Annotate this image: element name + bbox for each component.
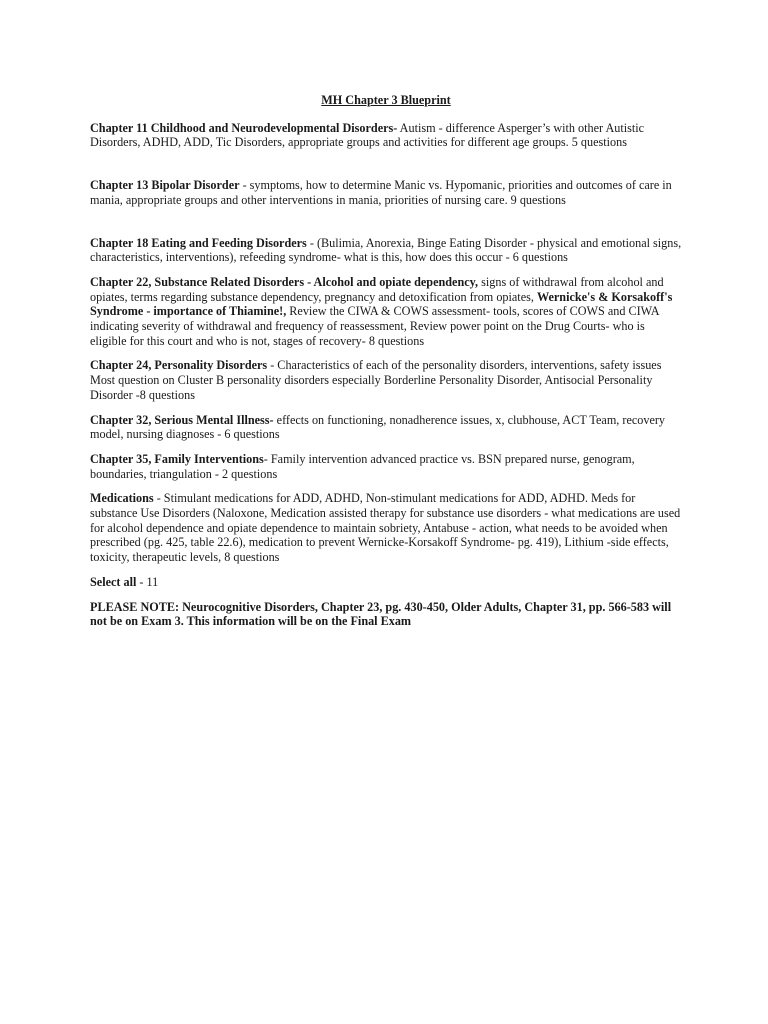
note-text: PLEASE NOTE: Neurocognitive Disorders, Chapter 23, pg. 430-450, Older Adults, Chapter 31, pp. 566-583 will not be on Exam 3. This information will be on the Final Exam [90, 599, 672, 629]
section-chapter-13 [90, 178, 682, 207]
document-page [90, 93, 682, 639]
section-text: - Characteristics of each of the personality disorders, interventions, safety issues Most question on Cluster B personality disorders especially Borderline Personality Disorder, Antisocial Personality Disorder -8 questions [90, 358, 662, 402]
section-heading: Chapter 24, Personality Disorders [90, 358, 268, 373]
section-chapter-22 [90, 275, 682, 349]
section-chapter-32 [90, 413, 682, 442]
section-heading: Chapter 11 Childhood and Neurodevelopmental Disorders- [90, 120, 398, 135]
section-heading: Chapter 13 Bipolar Disorder [90, 178, 240, 193]
section-medications [90, 491, 682, 565]
document-title: MH Chapter 3 Blueprint [321, 93, 451, 107]
section-select-all [90, 575, 682, 590]
section-text: Autism - difference Asperger’s with other Autistic Disorders, ADHD, ADD, Tic Disorders, appropriate groups and activities for different age groups. 5 questions [90, 120, 645, 150]
section-please-note [90, 600, 682, 629]
section-heading: Chapter 35, Family Interventions [90, 451, 264, 466]
section-heading: Select all [90, 574, 137, 589]
section-chapter-24 [90, 358, 682, 402]
section-chapter-11 [90, 121, 682, 150]
section-text: - Family intervention advanced practice vs. BSN prepared nurse, genogram, boundaries, triangulation - 2 questions [90, 451, 635, 481]
section-heading: Chapter 18 Eating and Feeding Disorders [90, 235, 307, 250]
section-text: effects on functioning, nonadherence issues, x, clubhouse, ACT Team, recovery model, nursing diagnoses - 6 questions [90, 412, 666, 442]
section-text: - Stimulant medications for ADD, ADHD, Non-stimulant medications for ADD, ADHD. Meds for substance Use Disorders (Naloxone, Medication assisted therapy for substance use disorders - what medications are used for alcohol dependence and opiate dependence to maintain sobriety, Antabuse - action, what needs to be avoided when prescribed (pg. 425, table 22.6), medication to prevent Wernicke-Korsakoff Syndrome- pg. 419), Lithium -side effects, toxicity, therapeutic levels, 8 questions [90, 491, 681, 565]
section-text: - 11 [136, 574, 159, 589]
section-text: signs of withdrawal from alcohol and opiates, terms regarding substance dependency, pregnancy and detoxification from opiates, [90, 274, 664, 304]
section-chapter-18 [90, 236, 682, 265]
section-text: - (Bulimia, Anorexia, Binge Eating Disorder - physical and emotional signs, characteristics, interventions), refeeding syndrome- what is this, how does this occur - 6 questions [90, 235, 682, 265]
section-emphasis: Wernicke's & Korsakoff's Syndrome - importance of Thiamine!, [90, 289, 673, 319]
section-heading: Medications [90, 491, 154, 506]
section-heading: Chapter 32, Serious Mental Illness- [90, 412, 274, 427]
section-text: - symptoms, how to determine Manic vs. Hypomanic, priorities and outcomes of care in mania, appropriate groups and other interventions in mania, priorities of nursing care. 9 questions [90, 178, 672, 207]
section-heading: Chapter 22, Substance Related Disorders - Alcohol and opiate dependency, [90, 274, 479, 289]
section-text: Review the CIWA & COWS assessment- tools, scores of COWS and CIWA indicating severity of withdrawal and frequency of reassessment, Review power point on the Drug Courts- who is eligible for this court and who is not, stages of recovery- 8 questions [90, 304, 659, 348]
section-chapter-35 [90, 452, 682, 481]
